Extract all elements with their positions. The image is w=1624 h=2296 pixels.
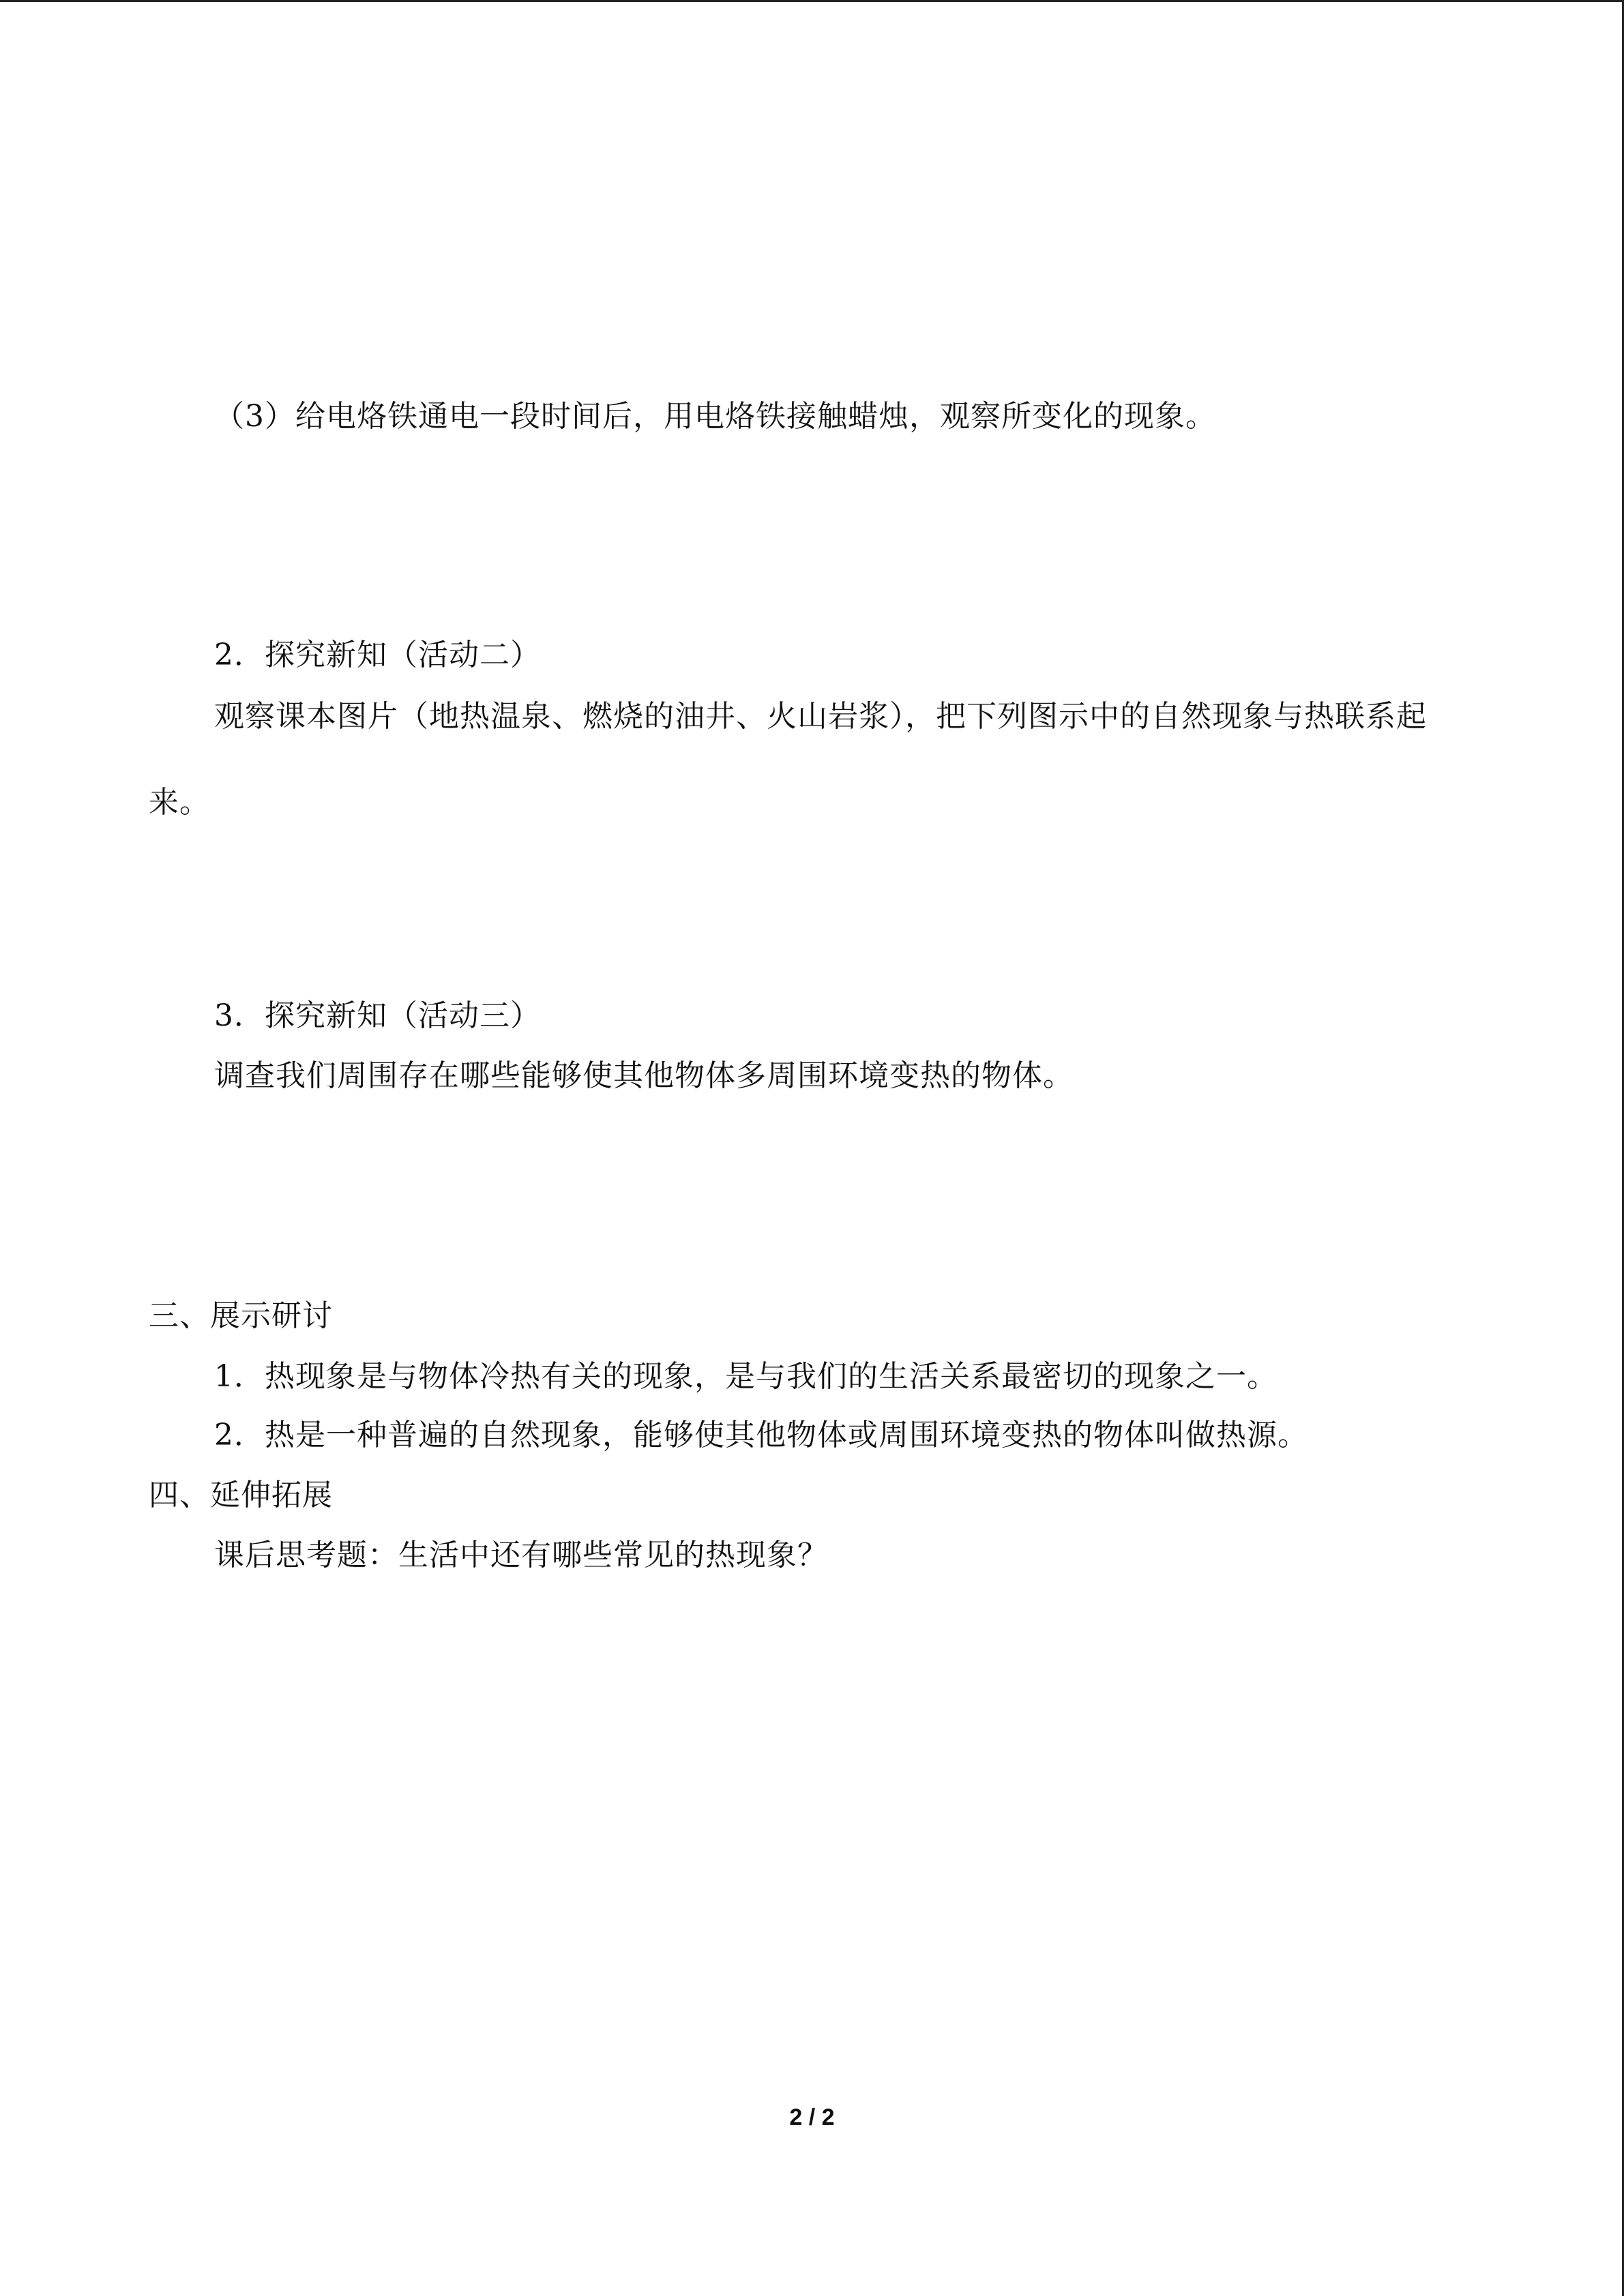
section-4-heading: 四、延伸拓展 (149, 1478, 333, 1512)
activity-2-text: 观察课本图片（地热温泉、燃烧的油井、火山岩浆），把下列图示中的自然现象与热联系起来。 (149, 699, 1427, 820)
section-4-text: 课后思考题：生活中还有哪些常见的热现象？ (214, 1538, 828, 1572)
activity-3-heading: 3．探究新知（活动三） (214, 998, 541, 1033)
step-3-text: （3）给电烙铁通电一段时间后，用电烙铁接触蜡烛，观察所变化的现象。 (214, 399, 1216, 434)
section-3-heading: 三、展示研讨 (149, 1298, 333, 1333)
page-number: 2 / 2 (789, 2104, 835, 2130)
section-3-item-1: 1．热现象是与物体冷热有关的现象，是与我们的生活关系最密切的现象之一。 (214, 1359, 1278, 1394)
activity-2-heading: 2．探究新知（活动二） (214, 638, 541, 672)
section-3-item-2: 2．热是一种普遍的自然现象，能够使其他物体或周围环境变热的物体叫做热源。 (214, 1418, 1308, 1452)
activity-3-text: 调查我们周围存在哪些能够使其他物体多周围环境变热的物体。 (214, 1058, 1074, 1093)
